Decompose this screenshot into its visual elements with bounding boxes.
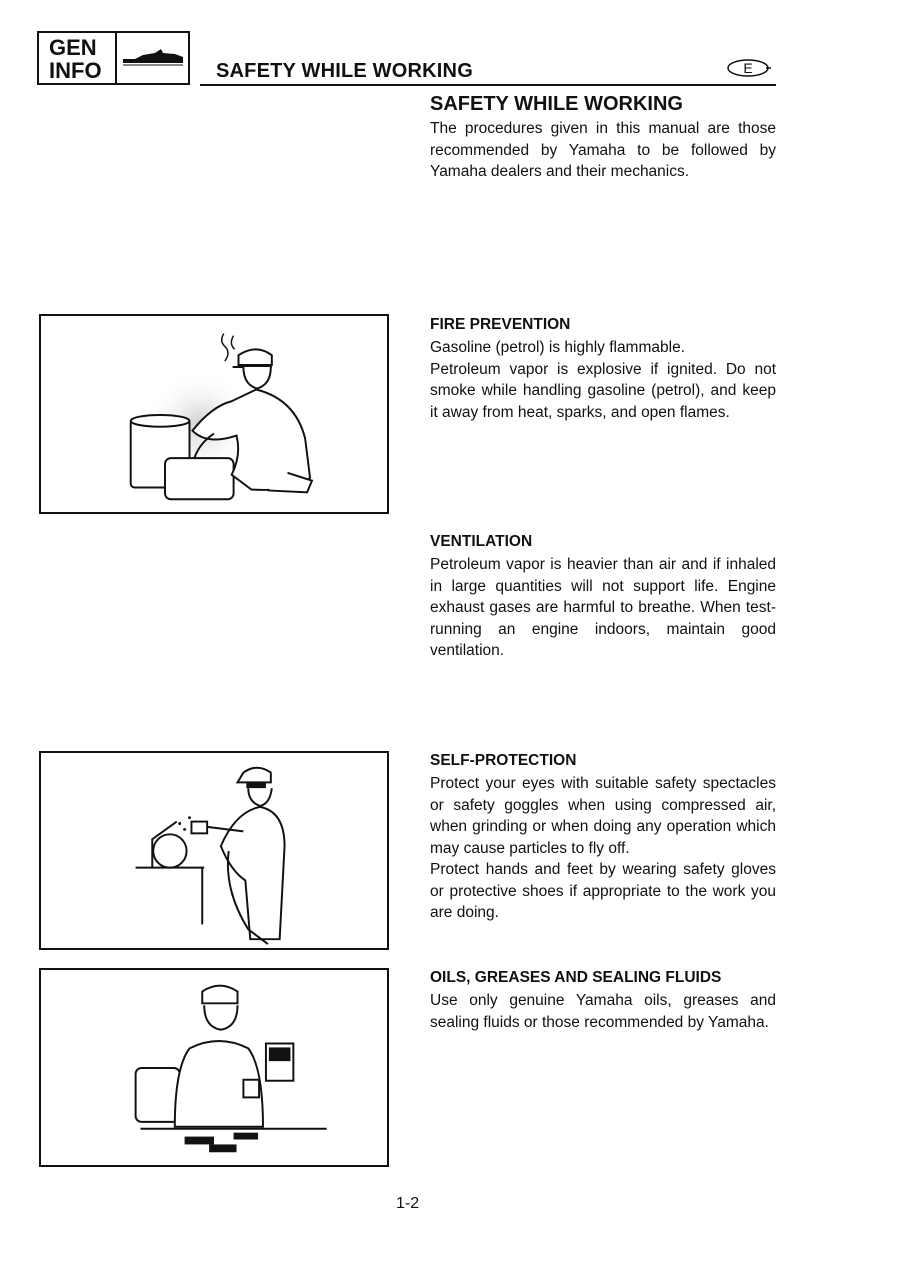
paragraph: Petroleum vapor is heavier than air and if inhaled in large quantities will not support life. Engine exhaust gases are harmful to breathe. When test-running an engine indoors, maintain good ventilation. [430,556,776,659]
page-title: SAFETY WHILE WORKING [430,93,683,115]
paragraph: Protect your eyes with suitable safety spectacles or safety goggles when using compressed air, when grinding or when doing any operation which may cause particles to fly off. [430,775,776,857]
mechanic-grinding-with-goggles-illustration [41,753,387,948]
header-title: SAFETY WHILE WORKING [216,60,473,82]
section-title-oils-greases: OILS, GREASES AND SEALING FLUIDS [430,969,722,986]
self-protection-figure [39,751,389,950]
self-protection-text [430,773,776,924]
intro-paragraph: The procedures given in this manual are those recommended by Yamaha to be followed by Yamaha dealers and their mechanics. [430,120,776,180]
paragraph: Petroleum vapor is explosive if ignited. Do not smoke while handling gasoline (petrol), and keep it away from heat, sparks, and open flames. [430,360,776,421]
section-tag [37,31,190,85]
oils-figure [39,968,389,1167]
svg-text:E: E [743,60,753,76]
ventilation-text [430,554,776,662]
paragraph: Gasoline (petrol) is highly flammable. [430,339,685,356]
section-tag-label [39,33,117,83]
mechanic-pouring-fuel-illustration [41,316,387,512]
section-tag-line2: INFO [49,58,102,83]
section-title-ventilation: VENTILATION [430,533,533,550]
oils-greases-text [430,990,776,1033]
page-number: 1-2 [396,1195,420,1212]
section-tag-line1: GEN [49,35,97,60]
language-badge [726,58,772,78]
fire-prevention-text [430,337,776,423]
fire-prevention-figure [39,314,389,514]
mechanic-holding-yamaha-product-illustration [41,970,387,1165]
header-divider [200,84,776,86]
intro-text [430,118,776,183]
section-title-fire-prevention: FIRE PREVENTION [430,316,571,333]
paragraph: Use only genuine Yamaha oils, greases and sealing fluids or those recommended by Yamaha. [430,992,776,1031]
paragraph: Protect hands and feet by wearing safety gloves or protective shoes if appropriate to the work you are doing. [430,861,776,921]
watercraft-icon [117,33,188,83]
section-title-self-protection: SELF-PROTECTION [430,752,577,769]
